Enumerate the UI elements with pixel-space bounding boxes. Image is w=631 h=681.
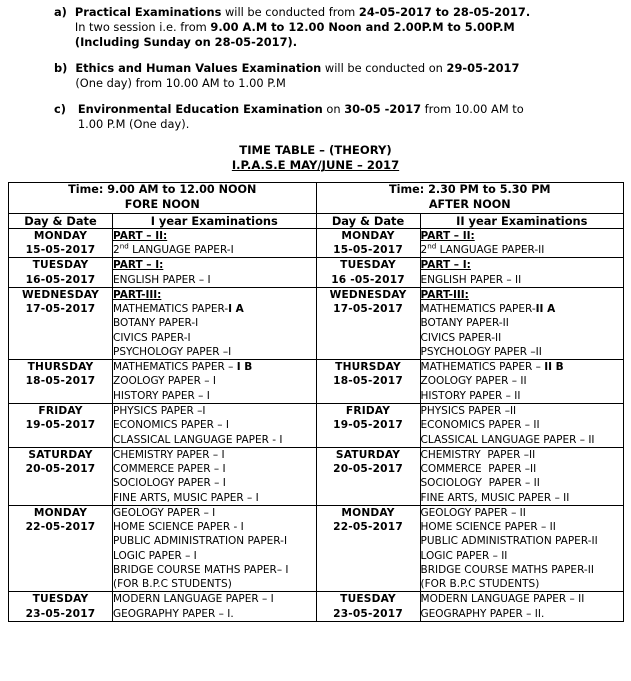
exam-line	[113, 549, 316, 563]
paper-code: II A	[535, 303, 556, 316]
day-date-cell-left	[9, 447, 113, 505]
exam-line	[421, 418, 624, 432]
note-text: (One day) from 10.00 AM to 1.00 P.M	[75, 76, 286, 91]
day-date-cell-left	[9, 505, 113, 592]
exam-text: ENGLISH PAPER – II	[420, 273, 522, 286]
exam-line	[421, 302, 624, 316]
note-emphasis: Practical Examinations	[74, 5, 222, 19]
day-date-cell-right	[316, 447, 420, 505]
exam-line	[421, 534, 624, 548]
exam-line	[113, 288, 316, 302]
part-heading: PART – II:	[420, 229, 475, 242]
note-line	[75, 76, 621, 91]
col-header-year-1: I year Examinations	[113, 213, 317, 228]
day-date-cell-left	[9, 258, 113, 288]
exam-line	[421, 462, 624, 476]
exam-list-cell-left	[113, 404, 317, 448]
paper-code: I A	[228, 303, 244, 316]
exam-text: FINE ARTS, MUSIC PAPER – I	[113, 491, 259, 504]
timetable-body	[9, 228, 624, 621]
exam-text: GEOGRAPHY PAPER – I.	[113, 607, 234, 620]
exam-list-cell-right	[420, 228, 624, 258]
exam-line	[113, 316, 316, 330]
exam-text: CLASSICAL LANGUAGE PAPER – II	[420, 433, 595, 446]
exam-text: CHEMISTRY PAPER –II	[420, 448, 536, 461]
table-row	[9, 258, 624, 288]
exam-line	[421, 331, 624, 345]
exam-text: 2	[113, 244, 120, 257]
exam-line	[421, 229, 624, 243]
exam-text: (FOR B.P.C STUDENTS)	[420, 578, 540, 591]
part-heading: PART – I:	[113, 259, 164, 272]
note-body	[75, 61, 621, 91]
day-date-cell-right	[316, 228, 420, 258]
exam-text: PSYCHOLOGY PAPER –II	[420, 345, 542, 358]
note-line	[75, 35, 621, 50]
exam-line	[113, 592, 316, 606]
ordinal-suffix: nd	[119, 241, 129, 251]
part-heading: PART – I:	[420, 259, 471, 272]
day-name: TUESDAY	[340, 259, 396, 272]
exam-date: 23-05-2017	[25, 607, 96, 620]
col-header-day-date-2: Day & Date	[316, 213, 420, 228]
note-text: In two session i.e. from	[74, 20, 211, 35]
exam-line	[421, 592, 624, 606]
exam-line	[113, 418, 316, 432]
exam-date: 20-05-2017	[25, 463, 96, 475]
exam-date: 19-05-2017	[333, 419, 403, 432]
exam-list-cell-left	[113, 447, 317, 505]
exam-line	[113, 302, 316, 316]
exam-text: BOTANY PAPER-II	[420, 317, 509, 330]
note-text: on	[322, 102, 345, 117]
exam-list-cell-right	[420, 592, 624, 622]
exam-line	[113, 534, 316, 548]
note-emphasis: (Including Sunday on 28-05-2017).	[74, 35, 298, 50]
note-emphasis: 9.00 A.M to 12.00 Noon and 2.00P.M to 5.00P.M	[210, 20, 515, 35]
exam-line	[421, 258, 624, 272]
exam-text: 2	[420, 244, 428, 257]
exam-line	[113, 243, 316, 257]
exam-list-cell-left	[113, 228, 317, 258]
note-emphasis: Environmental Education Examination	[77, 102, 323, 117]
exam-text: HISTORY PAPER – II	[420, 389, 521, 402]
table-row	[9, 228, 624, 258]
exam-line	[421, 577, 624, 591]
exam-line	[113, 258, 316, 272]
note-line	[78, 117, 621, 132]
paper-code: II B	[544, 361, 564, 374]
exam-text: ENGLISH PAPER – I	[113, 273, 211, 286]
exam-line	[421, 563, 624, 577]
exam-line	[421, 448, 624, 462]
part-heading: PART – II:	[113, 229, 168, 242]
exam-text: FINE ARTS, MUSIC PAPER – II	[420, 491, 570, 504]
exam-text: MATHEMATICS PAPER –	[420, 361, 545, 374]
exam-list-cell-left	[113, 360, 317, 404]
exam-text: MATHEMATICS PAPER –	[113, 361, 237, 374]
note-marker: b)	[54, 61, 72, 76]
day-name: THURSDAY	[335, 361, 401, 374]
exam-date: 18-05-2017	[25, 375, 96, 388]
exam-text: GEOGRAPHY PAPER – II.	[420, 607, 545, 620]
exam-date: 16-05-2017	[25, 273, 96, 286]
session-header-afternoon	[316, 183, 624, 213]
day-name: WEDNESDAY	[22, 288, 99, 301]
exam-text: MATHEMATICS PAPER-	[420, 303, 536, 316]
timetable-wrapper	[0, 182, 631, 622]
exam-line	[421, 345, 624, 359]
note-text: will be conducted on	[321, 61, 447, 76]
exam-text: SOCIOLOGY PAPER – II	[420, 477, 540, 490]
exam-text: GEOLOGY PAPER – I	[113, 506, 216, 519]
exam-text: CIVICS PAPER-II	[420, 331, 502, 344]
exam-date: 17-05-2017	[25, 303, 96, 316]
exam-line	[421, 476, 624, 490]
exam-date: 15-05-2017	[333, 244, 403, 257]
exam-line	[113, 506, 316, 520]
note-emphasis: 24-05-2017 to 28-05-2017.	[358, 5, 531, 19]
exam-line	[421, 491, 624, 505]
title-line-2: I.P.A.S.E MAY/JUNE – 2017	[231, 158, 400, 173]
exam-line	[421, 389, 624, 403]
ordinal-suffix: nd	[427, 241, 437, 251]
exam-line	[113, 476, 316, 490]
note-item-a	[10, 5, 621, 50]
day-date-cell-left	[9, 360, 113, 404]
day-name: WEDNESDAY	[329, 288, 407, 301]
day-date-cell-left	[9, 404, 113, 448]
table-row	[9, 447, 624, 505]
exam-line	[113, 462, 316, 476]
exam-line	[421, 288, 624, 302]
exam-text: LOGIC PAPER – II	[420, 549, 508, 562]
note-body	[78, 102, 621, 132]
exam-list-cell-left	[113, 258, 317, 288]
exam-date: 23-05-2017	[333, 607, 403, 620]
day-date-cell-right	[316, 258, 420, 288]
note-line	[75, 20, 621, 35]
exam-line	[421, 607, 624, 621]
exam-text: PHYSICS PAPER –I	[113, 405, 206, 418]
day-name: MONDAY	[341, 506, 395, 519]
exam-list-cell-right	[420, 505, 624, 592]
exam-line	[421, 433, 624, 447]
day-name: TUESDAY	[32, 259, 89, 272]
exam-line	[113, 491, 316, 505]
day-name: THURSDAY	[27, 361, 94, 374]
exam-date: 20-05-2017	[333, 463, 403, 475]
exam-text: MATHEMATICS PAPER-	[113, 303, 229, 316]
exam-list-cell-right	[420, 258, 624, 288]
note-line	[75, 61, 621, 76]
session-time: Time: 2.30 PM to 5.30 PM	[388, 183, 551, 197]
col-header-day-date-1: Day & Date	[9, 213, 113, 228]
exam-line	[113, 374, 316, 388]
exam-line	[421, 374, 624, 388]
day-name: MONDAY	[33, 506, 88, 519]
exam-line	[113, 273, 316, 287]
exam-line	[421, 316, 624, 330]
exam-date: 22-05-2017	[25, 521, 96, 534]
day-name: SATURDAY	[28, 448, 93, 461]
session-name: AFTER NOON	[428, 198, 511, 212]
exam-text: CHEMISTRY PAPER – I	[113, 448, 225, 461]
day-date-cell-right	[316, 505, 420, 592]
exam-line	[421, 273, 624, 287]
exam-text: (FOR B.P.C STUDENTS)	[113, 578, 232, 591]
exam-line	[421, 404, 624, 418]
exam-line	[113, 607, 316, 621]
timetable	[8, 182, 624, 622]
exam-text: COMMERCE PAPER –II	[420, 463, 537, 476]
note-line	[78, 102, 621, 117]
session-header-forenoon	[9, 183, 317, 213]
note-body	[75, 5, 621, 50]
table-row	[9, 404, 624, 448]
part-heading: PART-III:	[113, 288, 162, 301]
exam-date: 18-05-2017	[333, 375, 403, 388]
day-name: FRIDAY	[345, 405, 391, 418]
day-date-cell-right	[316, 360, 420, 404]
exam-line	[113, 433, 316, 447]
table-row	[9, 360, 624, 404]
exam-text: HOME SCIENCE PAPER - I	[113, 521, 244, 534]
exam-text: LANGUAGE PAPER-I	[128, 244, 234, 257]
day-name: FRIDAY	[38, 405, 83, 418]
paper-code: I B	[236, 361, 253, 374]
note-marker: c)	[54, 102, 74, 117]
day-name: SATURDAY	[335, 448, 401, 461]
exam-list-cell-right	[420, 287, 624, 359]
timetable-head	[9, 183, 624, 228]
exam-line	[421, 360, 624, 374]
day-date-cell-left	[9, 228, 113, 258]
exam-line	[113, 229, 316, 243]
exam-date: 15-05-2017	[25, 244, 96, 257]
exam-list-cell-left	[113, 592, 317, 622]
exam-line	[113, 360, 316, 374]
exam-text: BOTANY PAPER-I	[113, 317, 199, 330]
note-emphasis: 29-05-2017	[446, 61, 520, 76]
exam-text: HOME SCIENCE PAPER – II	[420, 521, 556, 534]
exam-text: ECONOMICS PAPER – II	[420, 419, 540, 432]
exam-line	[421, 506, 624, 520]
exam-line	[113, 448, 316, 462]
exam-line	[421, 243, 624, 257]
exam-text: ECONOMICS PAPER – I	[113, 419, 229, 432]
part-heading: PART-III:	[420, 288, 469, 301]
day-name: TUESDAY	[340, 593, 396, 606]
note-line	[75, 5, 621, 20]
exam-list-cell-right	[420, 360, 624, 404]
exam-line	[113, 345, 316, 359]
column-header-row	[9, 213, 624, 228]
exam-date: 16 -05-2017	[331, 273, 405, 286]
exam-text: SOCIOLOGY PAPER – I	[113, 477, 226, 490]
note-item-c	[10, 102, 621, 132]
exam-text: MODERN LANGUAGE PAPER – I	[113, 593, 274, 606]
notes-block	[0, 0, 631, 132]
exam-date: 19-05-2017	[25, 419, 96, 432]
note-text: 1.00 P.M (One day).	[77, 117, 190, 132]
exam-line	[113, 563, 316, 577]
table-row	[9, 505, 624, 592]
day-date-cell-left	[9, 592, 113, 622]
note-item-b	[10, 61, 621, 91]
day-name: MONDAY	[33, 229, 88, 242]
note-text: from 10.00 AM to	[421, 102, 524, 117]
document-title	[0, 143, 631, 173]
exam-line	[421, 549, 624, 563]
exam-line	[113, 331, 316, 345]
exam-list-cell-left	[113, 287, 317, 359]
day-date-cell-right	[316, 404, 420, 448]
note-emphasis: Ethics and Human Values Examination	[75, 61, 322, 76]
title-line-1: TIME TABLE – (THEORY)	[239, 143, 392, 158]
exam-line	[113, 404, 316, 418]
exam-line	[113, 389, 316, 403]
exam-text: CIVICS PAPER-I	[113, 331, 191, 344]
exam-date: 22-05-2017	[333, 521, 403, 534]
note-emphasis: 30-05 -2017	[344, 102, 422, 117]
day-name: TUESDAY	[32, 593, 89, 606]
exam-text: PSYCHOLOGY PAPER –I	[113, 345, 232, 358]
note-marker: a)	[54, 5, 71, 19]
exam-list-cell-right	[420, 404, 624, 448]
session-time: Time: 9.00 AM to 12.00 NOON	[68, 183, 257, 197]
exam-line	[113, 577, 316, 591]
exam-text: PUBLIC ADMINISTRATION PAPER-I	[113, 535, 288, 548]
exam-text: LANGUAGE PAPER-II	[436, 244, 545, 257]
table-row	[9, 287, 624, 359]
exam-text: MODERN LANGUAGE PAPER – II	[420, 593, 585, 606]
session-header-row	[9, 183, 624, 213]
exam-text: PUBLIC ADMINISTRATION PAPER-II	[420, 535, 598, 548]
exam-text: GEOLOGY PAPER – II	[420, 506, 526, 519]
exam-text: CLASSICAL LANGUAGE PAPER - I	[113, 433, 283, 446]
exam-list-cell-right	[420, 447, 624, 505]
col-header-year-2: II year Examinations	[420, 213, 624, 228]
exam-text: ZOOLOGY PAPER – I	[113, 375, 216, 388]
day-date-cell-left	[9, 287, 113, 359]
table-row	[9, 592, 624, 622]
exam-line	[421, 520, 624, 534]
exam-text: HISTORY PAPER – I	[113, 389, 210, 402]
exam-text: COMMERCE PAPER – I	[113, 463, 226, 476]
exam-list-cell-left	[113, 505, 317, 592]
day-name: MONDAY	[341, 229, 395, 242]
exam-text: BRIDGE COURSE MATHS PAPER-II	[420, 563, 594, 576]
exam-text: BRIDGE COURSE MATHS PAPER– I	[113, 563, 289, 576]
exam-text: PHYSICS PAPER –II	[420, 405, 517, 418]
exam-date: 17-05-2017	[333, 303, 403, 316]
day-date-cell-right	[316, 287, 420, 359]
exam-line	[113, 520, 316, 534]
note-text: will be conducted from	[221, 5, 359, 19]
exam-text: LOGIC PAPER – I	[113, 549, 197, 562]
exam-text: ZOOLOGY PAPER – II	[420, 375, 527, 388]
session-name: FORE NOON	[124, 198, 200, 212]
day-date-cell-right	[316, 592, 420, 622]
